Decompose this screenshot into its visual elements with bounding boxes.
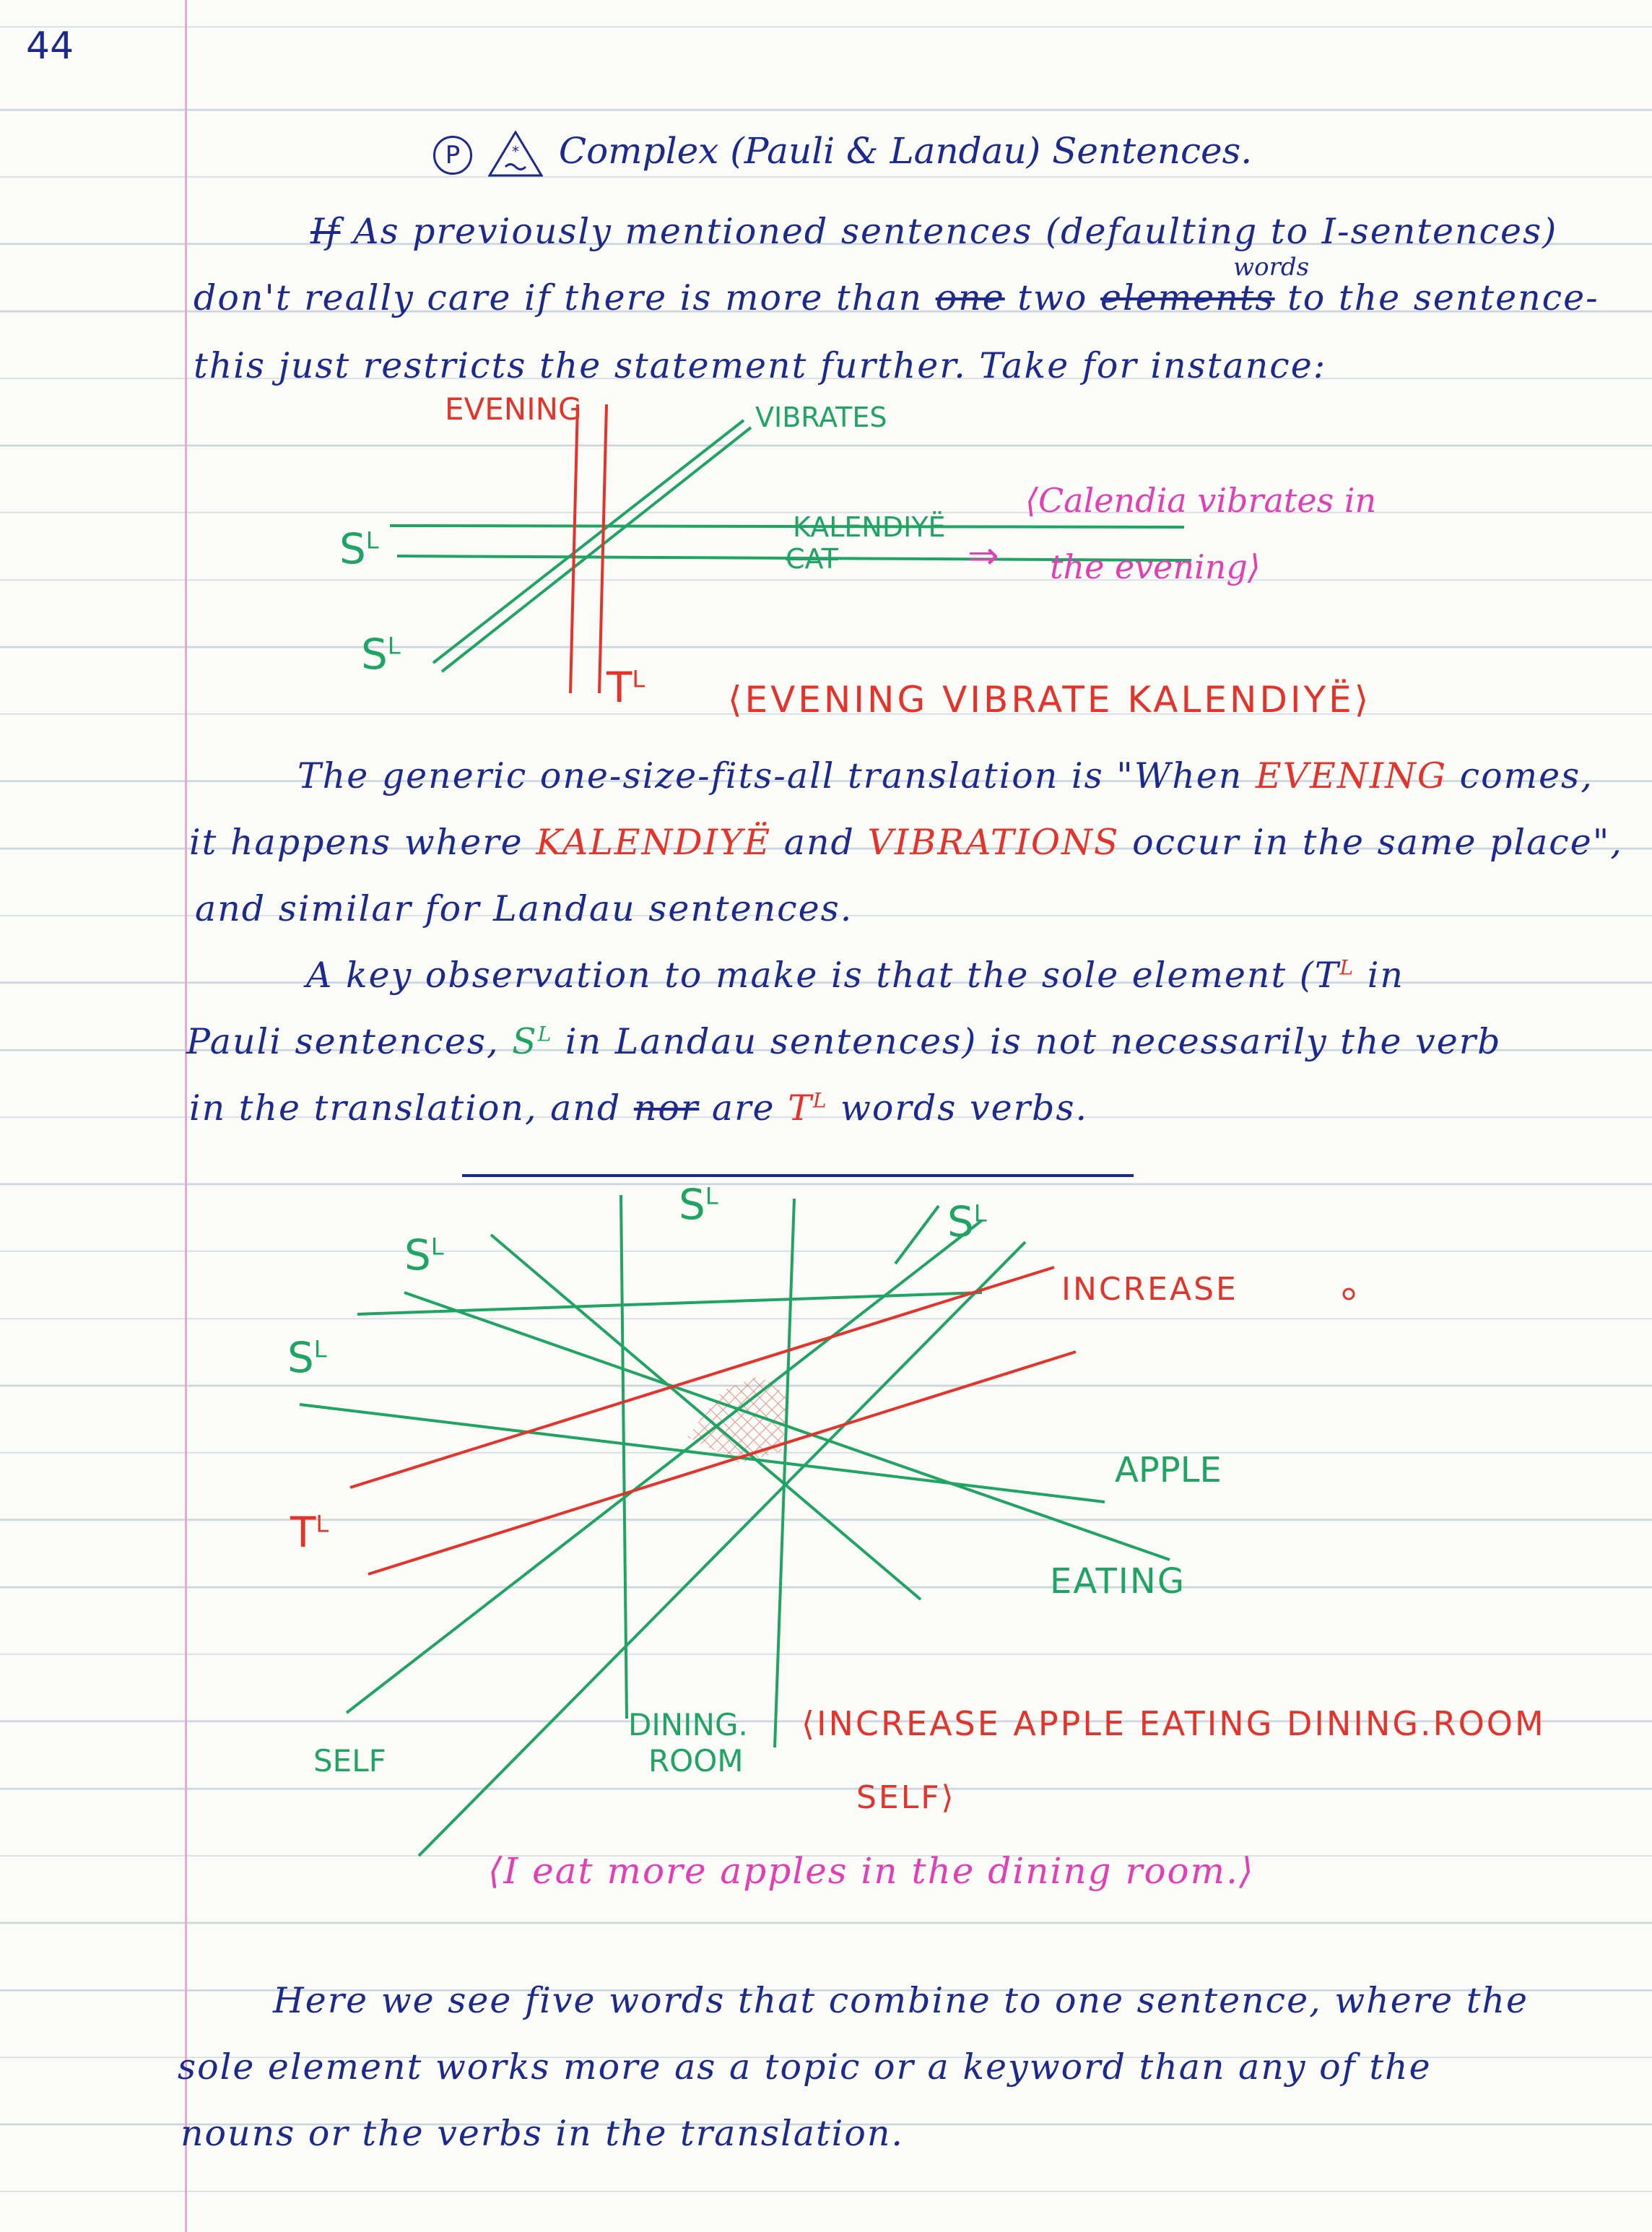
label-room: ROOM — [648, 1743, 744, 1779]
fig2-green-vertical-2 — [775, 1199, 794, 1747]
small-circle-mark — [1344, 1289, 1354, 1299]
paragraph-2-line-3: and similar for Landau sentences. — [195, 888, 853, 929]
paragraph-3-t-letter: T — [788, 1087, 813, 1129]
t-sup-fig2: L — [316, 1510, 329, 1538]
struck-word-one: one — [935, 277, 1005, 318]
paragraph-4-line-3: nouns or the verbs in the translation. — [181, 2113, 904, 2154]
s2-sup: L — [387, 632, 401, 660]
s-left-top-letter: S — [404, 1230, 431, 1280]
paragraph-1-line-2-b: two — [1017, 277, 1088, 318]
label-s-l-right — [947, 1197, 987, 1246]
paragraph-3-t-sup: L — [812, 1088, 828, 1113]
s-left-letter: S — [287, 1333, 314, 1382]
fig2-green-eating — [404, 1293, 1170, 1560]
paragraph-3-line-3-c: words verbs. — [840, 1087, 1089, 1129]
s-left-sup: L — [313, 1335, 327, 1363]
figure-1-translation-line-2: the evening⟩ — [1050, 547, 1261, 586]
paragraph-2-line-1-a: The generic one-size-fits-all translation is "When — [297, 755, 1243, 796]
paragraph-1-line-2-c: to the sentence- — [1287, 277, 1599, 318]
label-increase: INCREASE — [1061, 1271, 1238, 1308]
intersection-region — [687, 1376, 790, 1463]
label-s-l-left-top — [404, 1230, 444, 1280]
s-right-sup: L — [973, 1199, 987, 1228]
word-vibrations: VIBRATIONS — [867, 822, 1120, 863]
s1-sup: L — [365, 526, 379, 555]
label-evening: EVENING — [445, 391, 582, 427]
struck-word-elements: elements — [1100, 277, 1275, 318]
t-sup: L — [632, 665, 645, 693]
struck-word: If — [310, 211, 341, 252]
label-self: SELF — [313, 1743, 386, 1779]
s-top-sup: L — [705, 1182, 718, 1210]
label-cat-struck: CAT — [786, 543, 838, 575]
paragraph-3-line-3-b: are — [711, 1087, 775, 1129]
paragraph-2-line-2-a: it happens where — [189, 822, 523, 863]
paragraph-2-line-2-b: and — [783, 822, 855, 863]
s1-letter: S — [339, 524, 366, 573]
paragraph-1-line-3: this just restricts the statement further. Take for instance: — [194, 345, 1327, 386]
label-eating: EATING — [1050, 1561, 1186, 1602]
paragraph-3-s-sup: L — [537, 1022, 553, 1046]
word-evening: EVENING — [1255, 755, 1448, 796]
label-s-l-top — [679, 1180, 718, 1229]
fig2-green-sl-right — [895, 1206, 939, 1264]
fig2-green-self — [347, 1220, 982, 1713]
s-left-top-sup: L — [430, 1233, 444, 1261]
title-text: Complex (Pauli & Landau) Sentences. — [558, 130, 1253, 172]
s-right-letter: S — [947, 1197, 974, 1246]
figure-2-sentence-line-2: SELF⟩ — [856, 1779, 956, 1816]
paragraph-3-line-2-b: in Landau sentences) is not necessarily the verb — [565, 1021, 1502, 1062]
paragraph-3-line-1-end: in — [1367, 955, 1404, 996]
svg-text:*: * — [511, 143, 519, 160]
inserted-word: words — [1233, 253, 1310, 282]
circled-p-icon: P — [433, 136, 472, 175]
figure-2-translation: ⟨I eat more apples in the dining room.⟩ — [488, 1850, 1255, 1892]
t-letter-fig2: T — [290, 1508, 316, 1557]
paragraph-1-line-1-text: As previously mentioned sentences (defaulting to I-sentences) — [353, 211, 1558, 252]
figure-1-translation-line-1: ⟨Calendia vibrates in — [1025, 481, 1377, 520]
t-letter: T — [607, 663, 632, 712]
fig2-green-sl-left-top — [357, 1293, 982, 1314]
paragraph-4-line-2: sole element works more as a topic or a keyword than any of the — [178, 2046, 1432, 2088]
s2-letter: S — [361, 630, 388, 679]
label-vibrates: VIBRATES — [755, 401, 887, 433]
paragraph-2-line-1-b: comes, — [1459, 755, 1594, 796]
arrow-icon: ⇒ — [968, 534, 999, 578]
paragraph-3-s-letter: S — [512, 1021, 538, 1062]
label-dining: DINING. — [628, 1707, 748, 1742]
paragraph-3-line-3-a: in the translation, and — [189, 1087, 622, 1129]
label-kalendiye: KALENDIYË — [793, 511, 946, 543]
fig2-red-line-2 — [368, 1352, 1076, 1574]
figure-2-sentence-line-1: ⟨INCREASE APPLE EATING DINING.ROOM — [801, 1704, 1546, 1743]
s-top-letter: S — [679, 1180, 705, 1229]
paragraph-4-line-1: Here we see five words that combine to one sentence, where the — [273, 1980, 1529, 2021]
page-number: 44 — [26, 25, 74, 68]
word-kalendiye: KALENDIYË — [536, 822, 772, 863]
fig2-green-dining-room — [621, 1195, 627, 1719]
label-s-l-left — [287, 1333, 327, 1382]
paragraph-2-line-2-c: occur in the same place", — [1132, 822, 1623, 863]
paragraph-3-sup: L — [1339, 955, 1355, 980]
label-apple: APPLE — [1115, 1450, 1222, 1490]
paragraph-3-line-2-a: Pauli sentences, — [186, 1021, 500, 1062]
struck-word-nor: nor — [633, 1087, 700, 1129]
figure-1-sentence: ⟨EVENING VIBRATE KALENDIYË⟩ — [728, 679, 1372, 721]
paragraph-3-line-1-text: A key observation to make is that the sole element (T — [306, 955, 1340, 996]
fig2-green-from-sl-top — [491, 1235, 921, 1599]
paragraph-1-line-2-a: don't really care if there is more than — [194, 277, 923, 318]
label-t-l-fig2 — [290, 1508, 329, 1557]
